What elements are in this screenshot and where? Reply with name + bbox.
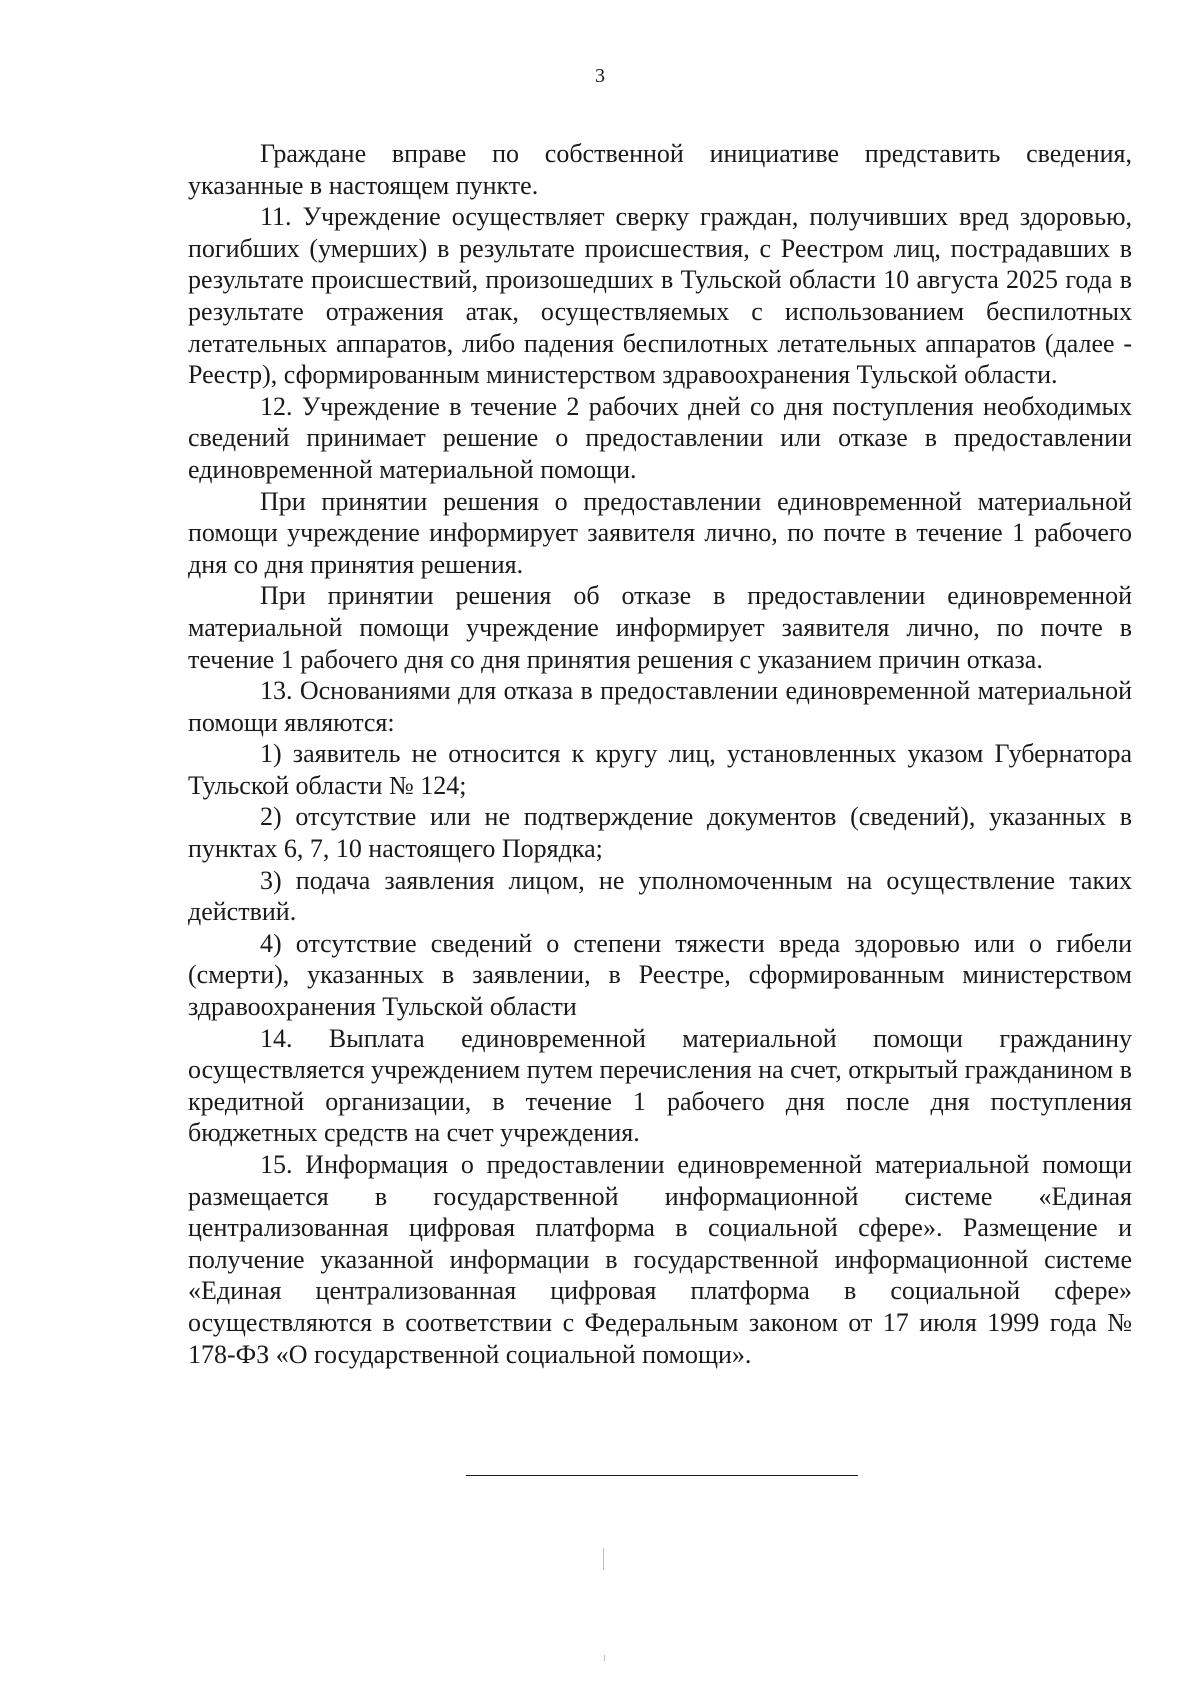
paragraph-approval-notice: При принятии решения о предоставлении единовременной материальной помощи учреждение информирует заявителя лично, по почте в течение 1 рабочего дня со дня принятия решения.	[188, 486, 1132, 579]
paragraph-ground-4: 4) отсутствие сведений о степени тяжести вреда здоровью или о гибели (смерти), указанных в заявлении, в Реестре, сформированным министерством здравоохранения Тульской области	[188, 928, 1132, 1022]
end-of-document-rule	[466, 1475, 858, 1476]
scan-artifact-mark	[604, 1655, 605, 1661]
paragraph-refusal-notice: При принятии решения об отказе в предоставлении единовременной материальной помощи учреждение информирует заявителя лично, по почте в течение 1 рабочего дня со дня принятия решения с указанием причин отказа.	[188, 581, 1132, 674]
paragraph-ground-1: 1) заявитель не относится к кругу лиц, установленных указом Губернатора Тульской области № 124;	[188, 739, 1132, 800]
paragraph-item-14: 14. Выплата единовременной материальной помощи гражданину осуществляется учреждением путем перечисления на счет, открытый гражданином в кредитной организации, в течение 1 рабочего дня после дня поступления бюджетных средств на счет учреждения.	[188, 1023, 1132, 1148]
paragraph-ground-2: 2) отсутствие или не подтверждение документов (сведений), указанных в пунктах 6, 7, 10 настоящего Порядка;	[188, 802, 1132, 864]
paragraph-item-15: 15. Информация о предоставлении единовременной материальной помощи размещается в государственной информационной системе «Единая централизованная цифровая платформа в социальной сфере». Размещение и получение указанной информации в государственной информационной системе «Единая централизованная цифровая платформа в социальной сфере» осуществляются в соответствии с Федеральным законом от 17 июля 1999 года № 178-ФЗ «О государственной социальной помощи».	[188, 1150, 1132, 1369]
paragraph-item-12: 12. Учреждение в течение 2 рабочих дней со дня поступления необходимых сведений принимает решение о предоставлении или отказе в предоставлении единовременной материальной помощи.	[188, 391, 1132, 484]
paragraph-item-13: 13. Основаниями для отказа в предоставлении единовременной материальной помощи являются:	[188, 676, 1132, 737]
scan-artifact-mark	[603, 1548, 604, 1570]
paragraph-item-11: 11. Учреждение осуществляет сверку граждан, получивших вред здоровью, погибших (умерших) в результате происшествия, с Реестром лиц, пострадавших в результате происшествий, произошедших в Тульской области 10 августа 2025 года в результате отражения атак, осуществляемых с использованием беспилотных летательных аппаратов, либо падения беспилотных летательных аппаратов (далее - Реестр), сформированным министерством здравоохранения Тульской области.	[188, 202, 1132, 390]
paragraph-ground-3: 3) подача заявления лицом, не уполномоченным на осуществление таких действий.	[188, 865, 1132, 927]
document-body	[188, 138, 1132, 1370]
page-number: 3	[595, 65, 605, 87]
paragraph-citizens-right: Граждане вправе по собственной инициативе представить сведения, указанные в настоящем пункте.	[188, 139, 1132, 200]
